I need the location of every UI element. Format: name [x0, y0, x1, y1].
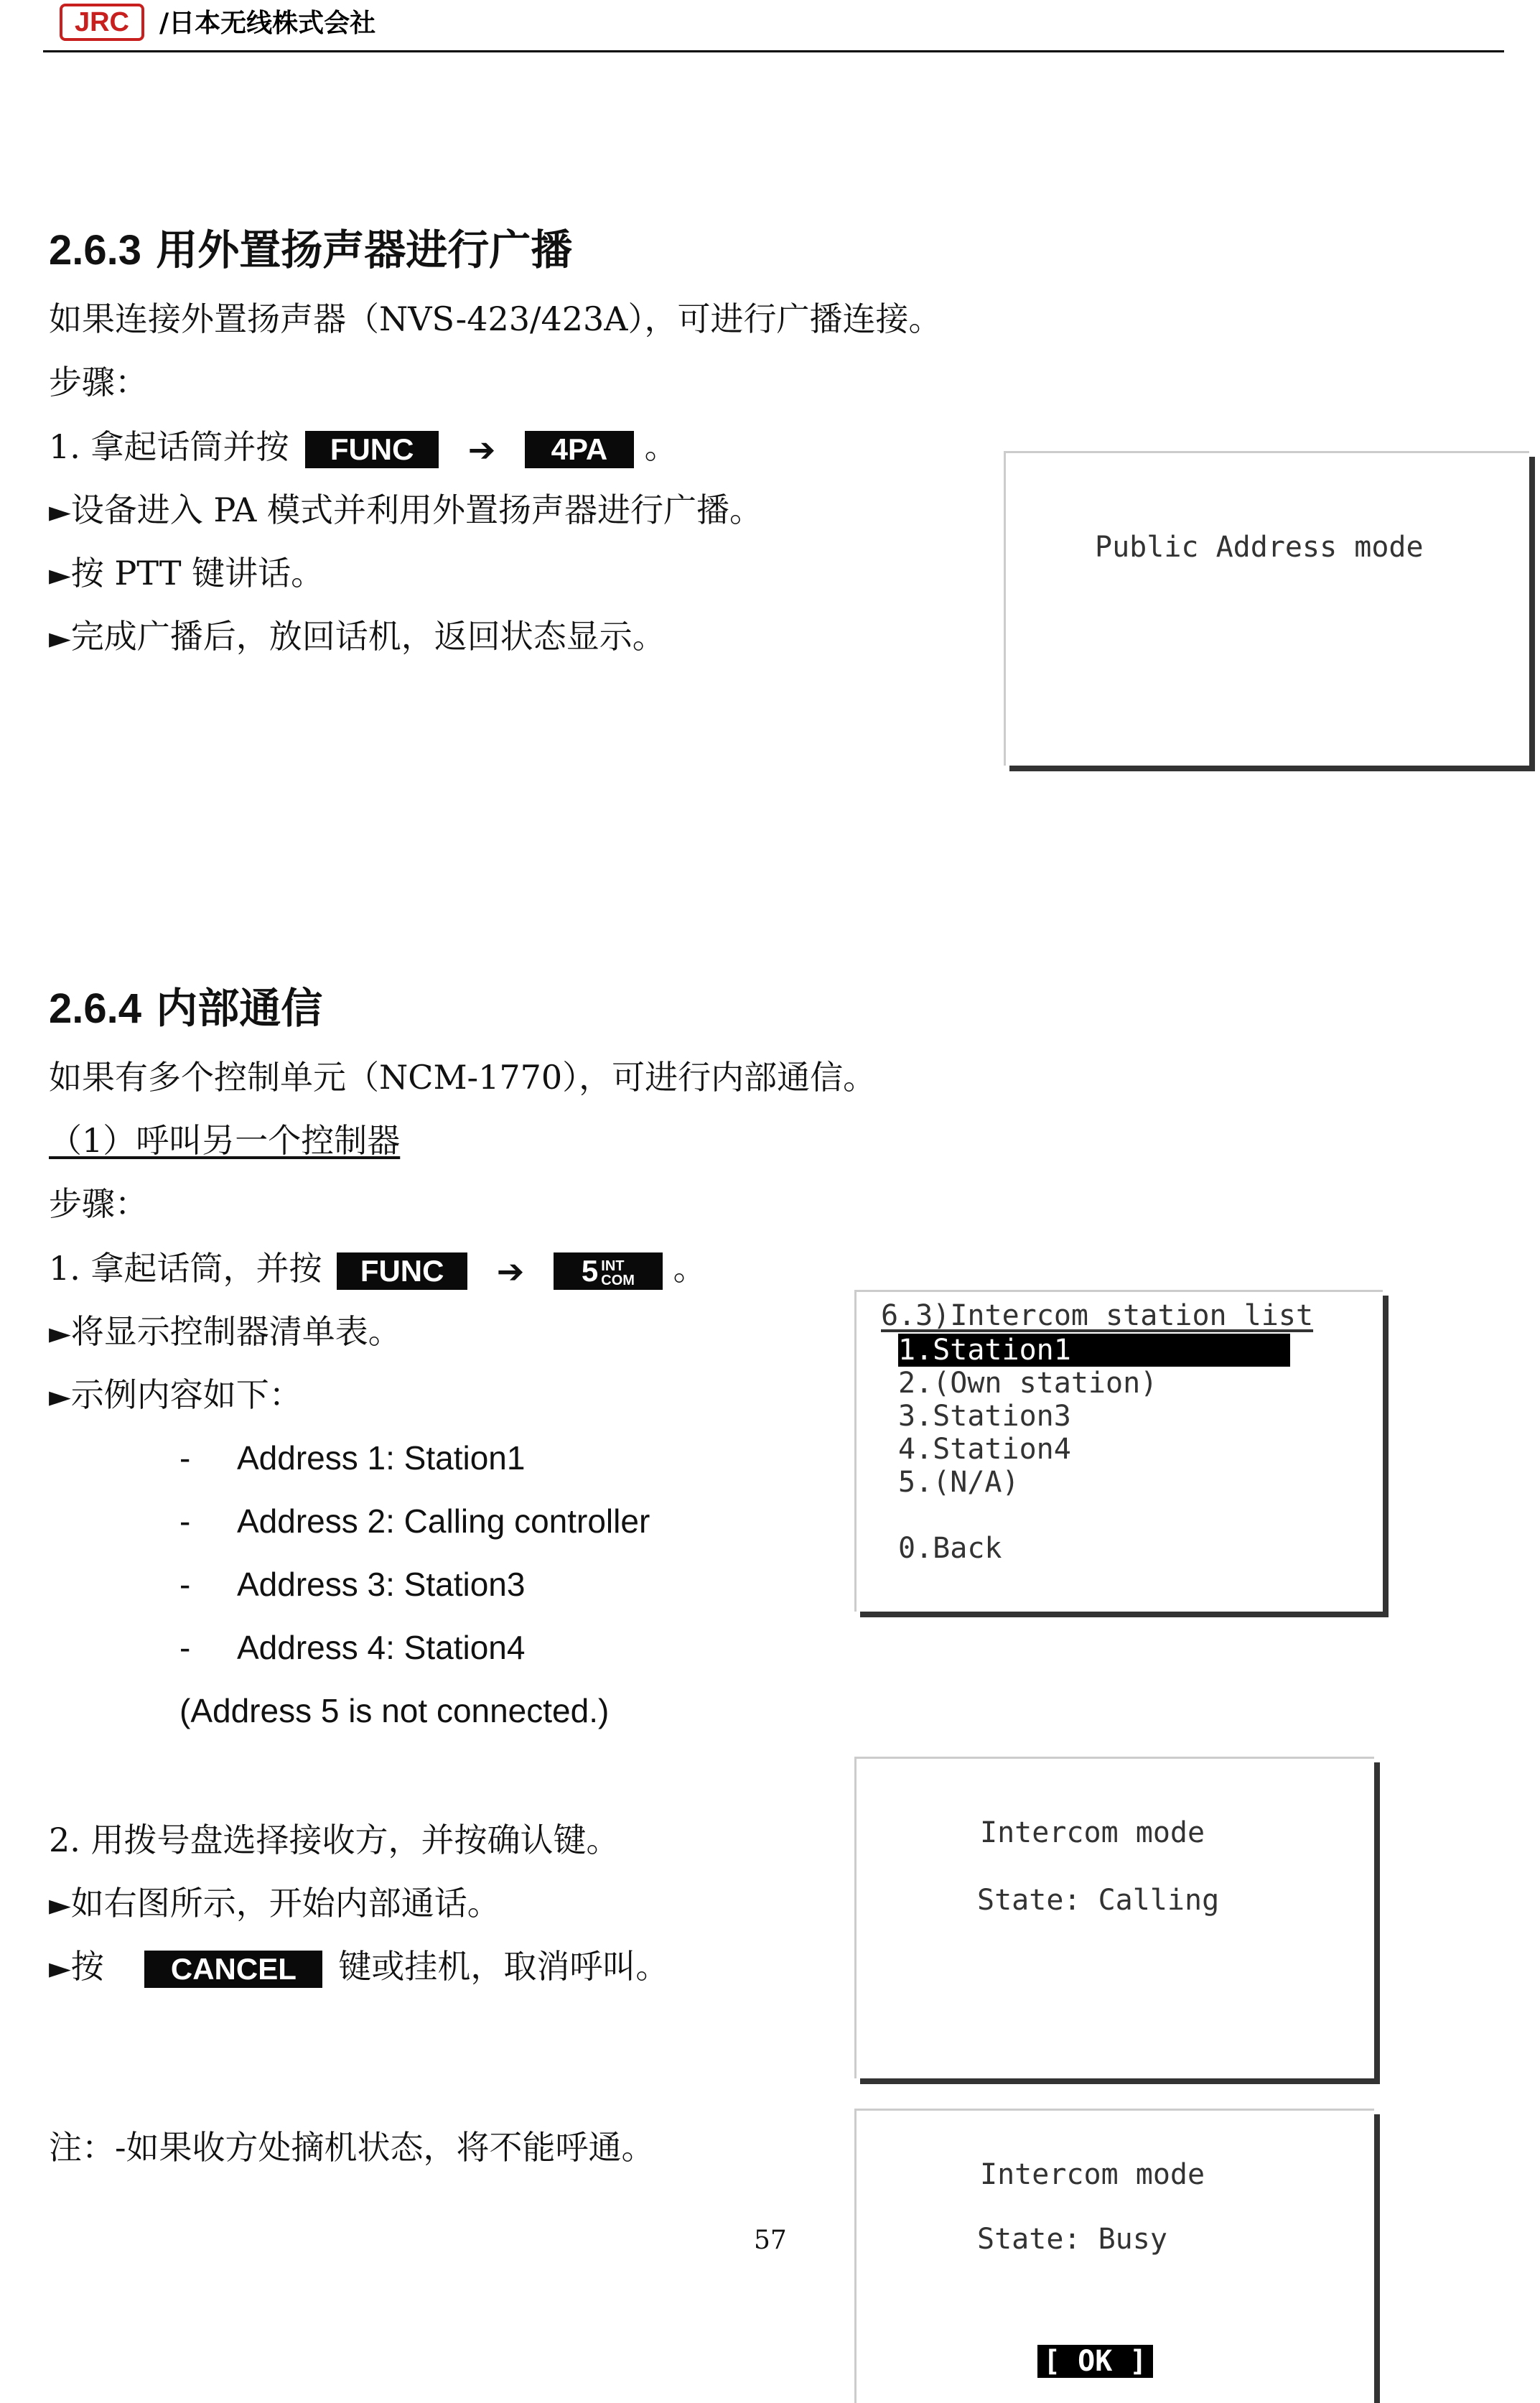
section-264-step2: 2. 用拨号盘选择接收方，并按确认键。 — [49, 1821, 620, 1859]
section-264-note: 注：-如果收方处摘机状态，将不能呼通。 — [49, 2128, 655, 2167]
bullet-arrow-icon: ► — [49, 1380, 71, 1413]
page-number: 57 — [754, 2226, 787, 2255]
section-264-bullet1 — [49, 1310, 401, 1355]
dash: - — [179, 1629, 191, 1666]
address-text: Address 1: Station1 — [237, 1439, 526, 1477]
section-263-bullet2 — [49, 552, 324, 597]
dash: - — [179, 1566, 191, 1603]
step1-text: 1. 拿起话筒并按 — [49, 427, 289, 466]
address-text: Address 4: Station4 — [237, 1629, 526, 1666]
ok-button[interactable]: [ OK ] — [1037, 2345, 1153, 2378]
section-263-step1 — [49, 425, 678, 471]
bullet3-text: 如右图所示，开始内部通话。 — [70, 1884, 500, 1923]
bullet-arrow-icon: ► — [49, 622, 71, 655]
pa-mode-text: Public Address mode — [1095, 531, 1424, 564]
section-264-step1 — [49, 1247, 706, 1293]
calling-mode-text: Intercom mode — [980, 1816, 1205, 1849]
list-item: 5.(N/A) — [898, 1466, 1019, 1499]
section-264-subheading: （1）呼叫另一个控制器 — [49, 1121, 401, 1160]
5-key-sublabel — [601, 1259, 635, 1288]
address-item — [179, 1500, 650, 1543]
dash: - — [179, 1439, 191, 1477]
section-263-heading — [49, 224, 572, 276]
5-key-sub-top: INT — [601, 1258, 625, 1274]
section-264-number: 2.6.4 — [49, 985, 141, 1032]
list-item: 3.Station3 — [898, 1400, 1071, 1433]
cancel-key: CANCEL — [144, 1951, 322, 1988]
pa-mode-screen — [1004, 451, 1529, 766]
dash: - — [179, 1502, 191, 1540]
section-263-steps-label: 步骤： — [49, 363, 148, 401]
list-screen-title: 6.3)Intercom station list — [881, 1299, 1314, 1332]
5-key-sub-bottom: COM — [601, 1272, 635, 1288]
address-item — [179, 1436, 525, 1479]
section-264-intro: 如果有多个控制单元（NCM-1770），可进行内部通信。 — [49, 1058, 877, 1097]
bullet-arrow-icon: ► — [49, 1952, 71, 1985]
5-intcom-key — [554, 1252, 663, 1290]
section-264-steps-label: 步骤： — [49, 1184, 148, 1223]
jrc-logo: JRC — [60, 4, 144, 41]
step1-text: 1. 拿起话筒，并按 — [49, 1249, 322, 1288]
address-item — [179, 1563, 525, 1606]
company-name: /日本无线株式会社 — [159, 8, 376, 38]
step1-end: 。 — [673, 1249, 706, 1288]
section-263-intro: 如果连接外置扬声器（NVS-423/423A），可进行广播连接。 — [49, 299, 942, 338]
bullet-arrow-icon: ► — [49, 496, 71, 529]
bullet2-text: 示例内容如下： — [70, 1375, 302, 1414]
arrow-right-icon: ➔ — [496, 1252, 525, 1291]
list-item: 4.Station4 — [898, 1433, 1071, 1466]
calling-state-text: State: Calling — [977, 1884, 1220, 1917]
address-item — [179, 1626, 525, 1669]
bullet-arrow-icon: ► — [49, 559, 71, 592]
list-back-item: 0.Back — [898, 1532, 1002, 1565]
section-263-title: 用外置扬声器进行广播 — [156, 226, 573, 274]
list-item: 2.(Own station) — [898, 1367, 1158, 1400]
section-264-bullet3 — [49, 1882, 500, 1927]
section-264-heading — [49, 982, 322, 1035]
arrow-right-icon: ➔ — [467, 430, 496, 469]
bullet3-text: 完成广播后，放回话机，返回状态显示。 — [70, 617, 666, 656]
section-263-bullet3 — [49, 615, 666, 660]
header-rule — [43, 50, 1504, 52]
intercom-calling-screen — [854, 1757, 1374, 2078]
list-item-selected: 1.Station1 — [898, 1334, 1290, 1367]
5-key-digit: 5 — [581, 1254, 599, 1288]
bullet1-text: 设备进入 PA 模式并利用外置扬声器进行广播。 — [70, 491, 762, 529]
4pa-key: 4PA — [525, 431, 634, 468]
section-263-number: 2.6.3 — [49, 227, 141, 274]
address-text: Address 2: Calling controller — [237, 1502, 650, 1540]
bullet-arrow-icon: ► — [49, 1889, 71, 1922]
bullet2-text: 按 PTT 键讲话。 — [70, 554, 325, 592]
address-note: (Address 5 is not connected.) — [179, 1692, 610, 1729]
busy-state-text: State: Busy — [977, 2223, 1167, 2256]
bullet4-prefix: 按 — [70, 1947, 104, 1986]
bullet1-text: 将显示控制器清单表。 — [70, 1312, 401, 1351]
section-263-bullet1 — [49, 488, 762, 534]
bullet4-suffix: 键或挂机，取消呼叫。 — [338, 1947, 669, 1986]
func-key: FUNC — [305, 431, 439, 468]
func-key: FUNC — [337, 1252, 467, 1290]
step1-end: 。 — [644, 427, 678, 466]
section-264-title: 内部通信 — [156, 984, 323, 1033]
section-264-bullet4 — [49, 1945, 668, 1990]
bullet-arrow-icon: ► — [49, 1317, 71, 1350]
address-text: Address 3: Station3 — [237, 1566, 526, 1603]
intercom-list-screen — [854, 1290, 1383, 1612]
intercom-busy-screen — [854, 2109, 1374, 2403]
section-264-bullet2 — [49, 1373, 302, 1418]
busy-mode-text: Intercom mode — [980, 2158, 1205, 2191]
